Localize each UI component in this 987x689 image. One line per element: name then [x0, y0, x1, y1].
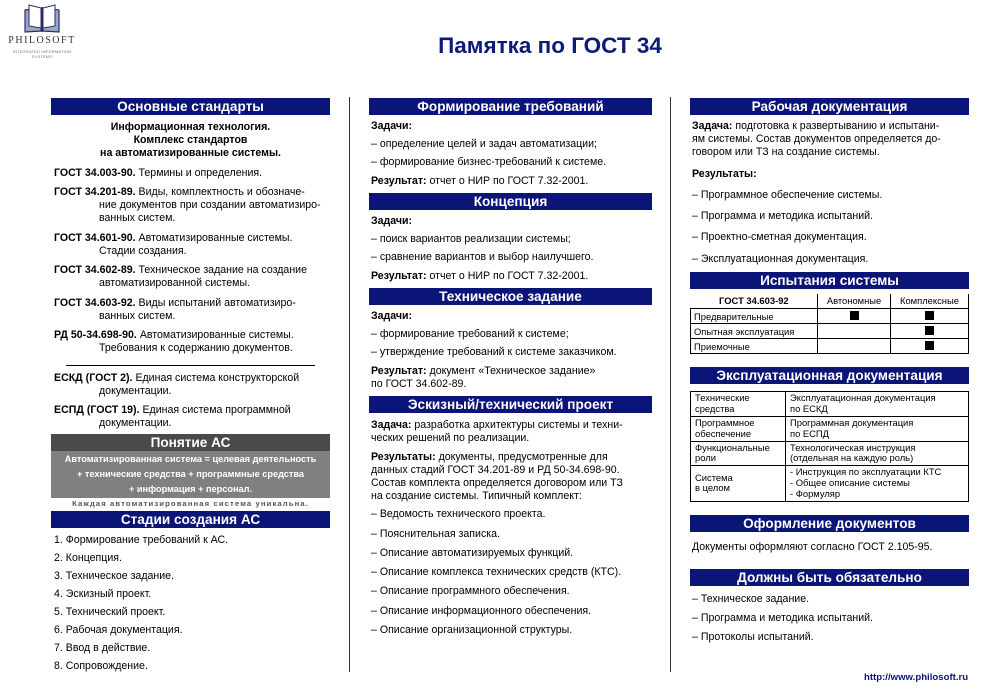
- tests-table: [690, 294, 969, 355]
- divider: [66, 365, 315, 366]
- logo-subtitle: INTEGRATED INFORMATION SYSTEMS: [12, 48, 72, 59]
- list-item: – Описание автоматизируемых функций.: [371, 546, 574, 559]
- list-item: – Описание организационной структуры.: [371, 623, 573, 636]
- list-item: – утверждение требований к системе заказчиком.: [371, 346, 617, 359]
- check-mark-icon: [925, 326, 934, 335]
- list-item: 1. Формирование требований к АС.: [54, 534, 229, 547]
- table-row: Программное обеспечение Программная документация по ЕСПД: [691, 417, 969, 442]
- project-header: Эскизный/технический проект: [369, 396, 652, 413]
- list-item: – Ведомость технического проекта.: [371, 508, 546, 521]
- list-item: – Программное обеспечение системы.: [692, 188, 883, 201]
- standards-intro: Информационная технология. Комплекс стандартов на автоматизированные системы.: [100, 121, 281, 160]
- column-divider: [670, 97, 671, 672]
- column-3: [690, 98, 969, 650]
- stages-list: [51, 534, 330, 678]
- column-1: [51, 98, 330, 678]
- as-concept-box: Автоматизированная система = целевая деятельность + технические средства + программные средства + информация + персонал.: [51, 451, 330, 498]
- list-item: – Эксплуатационная документация.: [692, 252, 869, 265]
- standard-item: ГОСТ 34.201-89. Виды, комплектность и обозначе- ние документов при создании автоматизиро- ванных систем.: [54, 185, 321, 225]
- list-item: – сравнение вариантов и выбор наилучшего.: [371, 251, 594, 264]
- exploitation-table: [690, 391, 969, 501]
- table-row: Технические средства Эксплуатационная документация по ЕСКД: [691, 392, 969, 417]
- standards-header: Основные стандарты: [51, 98, 330, 115]
- list-item: – Проектно-сметная документация.: [692, 231, 867, 244]
- list-item: 4. Эскизный проект.: [54, 588, 152, 601]
- list-item: – формирование бизнес-требований к системе.: [371, 156, 607, 169]
- list-item: – формирование требований к системе;: [371, 328, 569, 341]
- list-item: – Описание комплекса технических средств (КТС).: [371, 566, 622, 579]
- standard-item: ЕСКД (ГОСТ 2). Единая система конструкторской документации.: [54, 371, 300, 397]
- list-item: – Пояснительная записка.: [371, 527, 500, 540]
- logo-name: PHILOSOFT: [8, 35, 76, 46]
- book-logo-icon: [22, 4, 62, 34]
- list-item: – Программа и методика испытаний.: [692, 612, 873, 625]
- concept-block: Задачи: – поиск вариантов реализации системы; – сравнение вариантов и выбор наилучшего. Результат: отчет о НИР по ГОСТ 7.32-2001.: [369, 210, 652, 283]
- table-row: Функциональные роли Технологическая инструкция (отдельная на каждую роль): [691, 441, 969, 466]
- list-item: – Программа и методика испытаний.: [692, 210, 873, 223]
- work-docs-header: Рабочая документация: [690, 98, 969, 115]
- motto: Каждая автоматизированная система уникальна.: [72, 499, 309, 509]
- work-docs-block: Задача: подготовка к развертыванию и испытани- ям системы. Состав документов определяется до- говором или ТЗ на создание системы. Результаты: – Программное обеспечение системы. – Программа и методика испытаний. – Проектно-сметная документация. – Эксплуатационная документация.: [690, 115, 969, 266]
- table-row: Приемочные: [691, 339, 969, 354]
- requirements-header: Формирование требований: [369, 98, 652, 115]
- list-item: – определение целей и задач автоматизации;: [371, 138, 597, 151]
- list-item: – Техническое задание.: [692, 592, 810, 605]
- table-row: Система в целом - Инструкция по эксплуатации КТС - Общее описание системы - Формуляр: [691, 466, 969, 501]
- tests-header: Испытания системы: [690, 272, 969, 289]
- stages-header: Стадии создания АС: [51, 511, 330, 528]
- tz-header: Техническое задание: [369, 288, 652, 305]
- standard-item: ГОСТ 34.603-92. Виды испытаний автоматизиро- ванных систем.: [54, 296, 296, 322]
- table-row: Предварительные: [691, 309, 969, 324]
- column-divider: [349, 97, 350, 672]
- tests-col-autonomous: Автономные: [818, 294, 891, 309]
- as-concept-header: Понятие АС: [51, 434, 330, 451]
- column-2: [369, 98, 652, 643]
- table-row: Опытная эксплуатация: [691, 324, 969, 339]
- footer-website-link[interactable]: http://www.philosoft.ru: [864, 672, 969, 683]
- tz-block: Задачи: – формирование требований к системе; – утверждение требований к системе заказчиком. Результат: документ «Техническое задание» по ГОСТ 34.602-89.: [369, 305, 652, 391]
- tests-table-title: ГОСТ 34.603-92: [691, 294, 818, 309]
- check-mark-icon: [925, 311, 934, 320]
- mandatory-header: Должны быть обязательно: [690, 569, 969, 586]
- page-title: Памятка по ГОСТ 34: [438, 33, 662, 58]
- list-item: – Описание информационного обеспечения.: [371, 604, 592, 617]
- list-item: 3. Техническое задание.: [54, 570, 174, 583]
- standard-item: РД 50-34.698-90. Автоматизированные системы. Требования к содержанию документов.: [54, 329, 294, 355]
- list-item: 8. Сопровождение.: [54, 660, 148, 673]
- tests-col-complex: Комплексные: [890, 294, 968, 309]
- check-mark-icon: [925, 341, 934, 350]
- list-item: 2. Концепция.: [54, 552, 122, 565]
- list-item: – поиск вариантов реализации системы;: [371, 233, 571, 246]
- check-mark-icon: [850, 311, 859, 320]
- requirements-block: Задачи: – определение целей и задач автоматизации; – формирование бизнес-требований к системе. Результат: отчет о НИР по ГОСТ 7.32-2001.: [369, 115, 652, 188]
- project-block: Задача: разработка архитектуры системы и техни- ческих решений по реализации. Результаты: документы, предусмотренные для данных стадий ГОСТ 34.201-89 и РД 50-34.698-90. Состав комплекта определяется договором или ТЗ на создание системы. Типичный комплект: – Ведомость технического проекта. – Пояснительная записка. – Описание автоматизируемых функций. – Описание комплекса технических средств (КТС). – Описание программного обеспечения. – Описание информационного обеспечения. – Описание организационной структуры.: [369, 413, 652, 637]
- list-item: – Описание программного обеспечения.: [371, 585, 570, 598]
- logo: [6, 4, 78, 59]
- list-item: – Протоколы испытаний.: [692, 631, 814, 644]
- standard-item: ГОСТ 34.602-89. Техническое задание на создание автоматизированной системы.: [54, 264, 307, 290]
- standard-item: ГОСТ 34.601-90. Автоматизированные системы. Стадии создания.: [54, 231, 293, 257]
- list-item: 6. Рабочая документация.: [54, 624, 183, 637]
- concept-header: Концепция: [369, 193, 652, 210]
- format-text: Документы оформляют согласно ГОСТ 2.105-95.: [692, 540, 933, 553]
- exploitation-header: Эксплуатационная документация: [690, 367, 969, 384]
- list-item: 5. Технический проект.: [54, 606, 166, 619]
- list-item: 7. Ввод в действие.: [54, 642, 151, 655]
- mandatory-block: [690, 586, 969, 645]
- standard-item: ЕСПД (ГОСТ 19). Единая система программной документации.: [54, 403, 291, 430]
- standard-item: ГОСТ 34.003-90. Термины и определения.: [54, 166, 263, 179]
- format-header: Оформление документов: [690, 515, 969, 532]
